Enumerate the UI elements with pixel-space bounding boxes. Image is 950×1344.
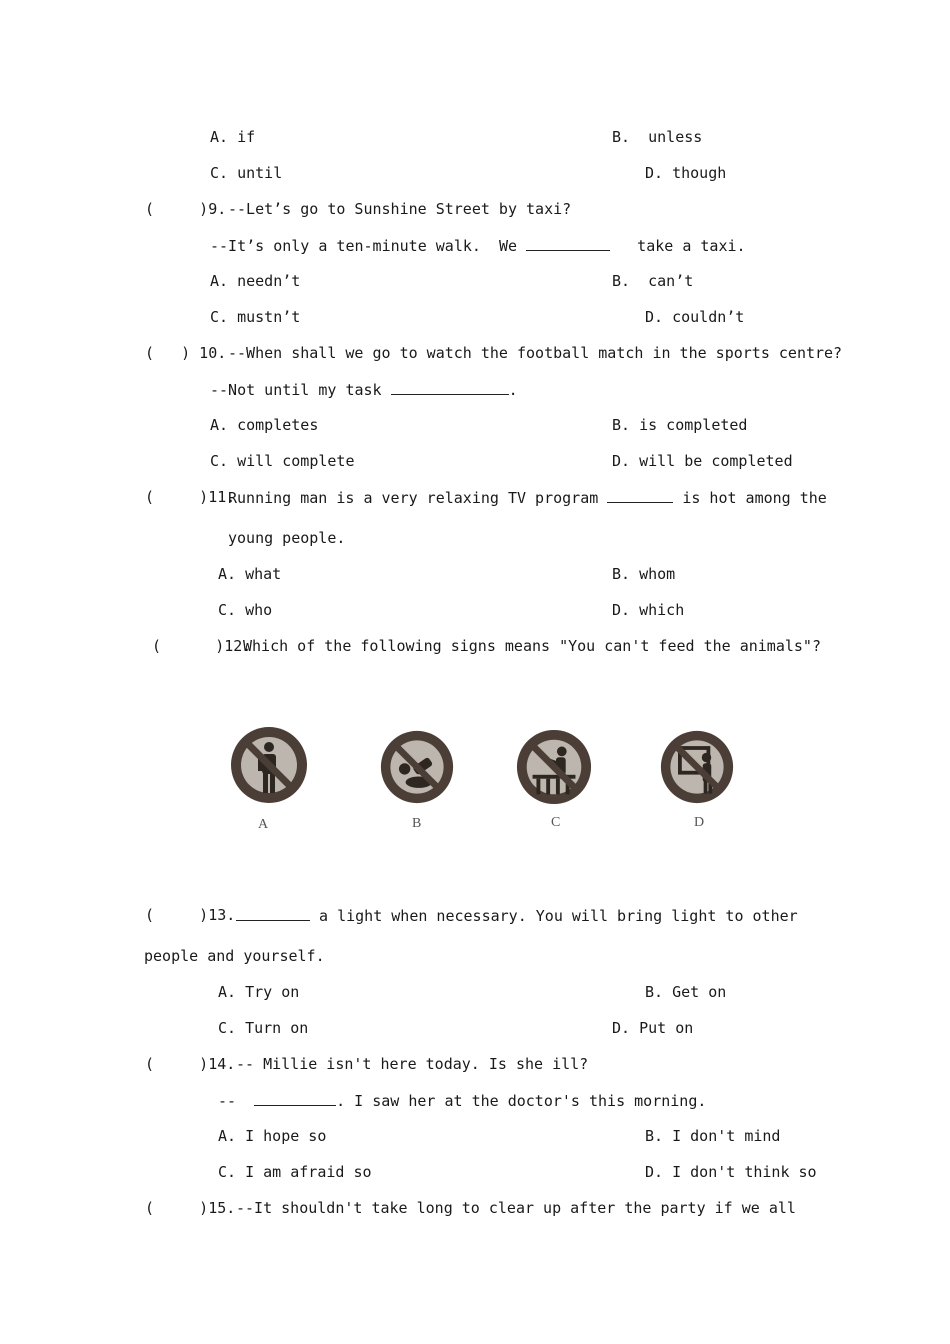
q11-option-b: B. whom (612, 565, 676, 583)
q14-response (218, 1091, 706, 1110)
q13-option-b: B. Get on (645, 983, 727, 1001)
q14-prompt: -- Millie isn't here today. Is she ill? (236, 1055, 589, 1073)
q10-prompt: --When shall we go to watch the football match in the sports centre? (228, 344, 843, 362)
q14-response-post: . I saw her at the doctor's this morning. (336, 1092, 707, 1110)
q13-option-d: D. Put on (612, 1019, 694, 1037)
q11-prompt-pre: Running man is a very relaxing TV program (228, 489, 599, 507)
q8-option-a: A. if (210, 128, 256, 146)
q13-prompt (236, 906, 798, 925)
no-feeding-icon (379, 729, 455, 805)
no-standing-icon (229, 725, 309, 805)
q11-prompt (228, 488, 827, 507)
q10-answer-blank[interactable] (391, 380, 509, 395)
q14-option-c: C. I am afraid so (218, 1163, 372, 1181)
q10-response (210, 380, 518, 399)
q9-option-a: A. needn’t (210, 272, 301, 290)
q15-prompt: --It shouldn't take long to clear up after the party if we all (236, 1199, 796, 1217)
q8-option-b: B. unless (612, 128, 703, 146)
q11-option-c: C. who (218, 601, 273, 619)
q10-paren: ( ) 10. (145, 344, 227, 362)
q10-option-c: C. will complete (210, 452, 355, 470)
q11-prompt-post: is hot among the (682, 489, 827, 507)
sign-label-d: D (694, 815, 705, 830)
q11-option-a: A. what (218, 565, 282, 583)
q11-option-d: D. which (612, 601, 685, 619)
sign-label-b: B (412, 816, 422, 831)
q9-response-pre: --It’s only a ten-minute walk. We (210, 237, 518, 255)
q9-prompt: --Let’s go to Sunshine Street by taxi? (228, 200, 572, 218)
q14-answer-blank[interactable] (254, 1091, 336, 1106)
q13-paren: ( )13. (145, 906, 236, 924)
q9-response (210, 236, 746, 255)
q12-prompt: Which of the following signs means "You can't feed the animals"? (243, 637, 821, 655)
q9-response-post: take a taxi. (637, 237, 746, 255)
q8-option-c: C. until (210, 164, 283, 182)
q10-option-d: D. will be completed (612, 452, 793, 470)
q13-prompt-post: a light when necessary. You will bring light to other (319, 907, 798, 925)
sign-label-a: A (258, 817, 269, 832)
q14-option-a: A. I hope so (218, 1127, 327, 1145)
q11-prompt-cont: young people. (228, 529, 346, 547)
q12-paren: ( )12. (152, 637, 252, 655)
q9-option-b: B. can’t (612, 272, 694, 290)
q8-option-d: D. though (645, 164, 727, 182)
no-climbing-icon (515, 728, 593, 806)
q10-response-pre: --Not until my task (210, 381, 382, 399)
q14-option-d: D. I don't think so (645, 1163, 817, 1181)
q13-option-a: A. Try on (218, 983, 300, 1001)
q9-paren: ( )9. (145, 200, 227, 218)
q13-option-c: C. Turn on (218, 1019, 309, 1037)
q11-answer-blank[interactable] (607, 488, 673, 503)
q15-paren: ( )15. (145, 1199, 236, 1217)
q10-option-b: B. is completed (612, 416, 748, 434)
q13-prompt-cont: people and yourself. (144, 947, 325, 965)
q13-answer-blank[interactable] (236, 906, 310, 921)
no-leaning-icon (659, 729, 735, 805)
q9-answer-blank[interactable] (526, 236, 610, 251)
q11-paren: ( )11. (145, 488, 236, 506)
sign-label-c: C (551, 815, 561, 830)
q10-response-post: . (508, 381, 518, 399)
q14-paren: ( )14. (145, 1055, 236, 1073)
q9-option-d: D. couldn’t (645, 308, 745, 326)
q14-option-b: B. I don't mind (645, 1127, 781, 1145)
q14-response-pre: -- (218, 1092, 237, 1110)
q10-option-a: A. completes (210, 416, 319, 434)
q9-option-c: C. mustn’t (210, 308, 301, 326)
